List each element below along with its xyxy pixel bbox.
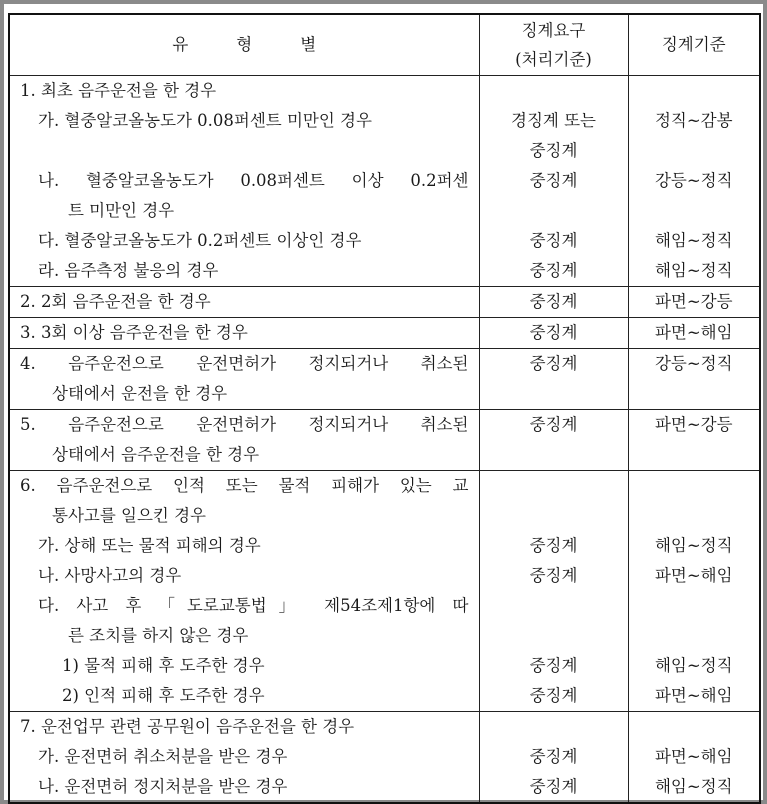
type-line: 다. 혈중알코올농도가 0.2퍼센트 이상인 경우 <box>38 231 362 250</box>
standard-value: 강등~정직 <box>654 354 733 373</box>
standard-value <box>629 379 760 409</box>
request-value: 중징계 <box>529 536 578 555</box>
header-request <box>479 14 628 76</box>
request-value: 중징계 <box>529 354 578 373</box>
standard-value: 파면~강등 <box>654 292 733 311</box>
request-value <box>480 76 628 106</box>
request-value: 중징계 <box>529 141 578 160</box>
header-type <box>9 14 479 76</box>
header-request-line1: 징계요구 <box>521 21 586 40</box>
type-line: 트 미만인 경우 <box>68 201 175 220</box>
cell-type <box>9 471 479 712</box>
type-line: 나. 운전면허 정지처분을 받은 경우 <box>38 777 288 796</box>
table-row <box>9 471 760 712</box>
header-type-char: 형 <box>236 35 253 54</box>
request-value: 경징계 또는 <box>511 111 596 130</box>
type-line: 상태에서 운전을 한 경우 <box>52 384 228 403</box>
standard-value: 해임~정직 <box>654 261 733 280</box>
type-line: 1. 최초 음주운전을 한 경우 <box>20 81 217 100</box>
request-value: 중징계 <box>529 323 578 342</box>
type-line: 라. 음주측정 불응의 경우 <box>38 261 219 280</box>
type-line: 6. 음주운전으로 인적 또는 물적 피해가 있는 교 <box>20 476 469 495</box>
cell-type <box>9 318 479 349</box>
type-line: 가. 상해 또는 물적 피해의 경우 <box>38 536 261 555</box>
cell-request <box>479 76 628 287</box>
request-value <box>480 501 628 531</box>
standard-value <box>629 621 760 651</box>
type-line: 2) 인적 피해 후 도주한 경우 <box>62 686 265 705</box>
request-value: 중징계 <box>529 566 578 585</box>
type-line: 2. 2회 음주운전을 한 경우 <box>20 292 211 311</box>
standard-value <box>629 591 760 621</box>
cell-type <box>9 287 479 318</box>
cell-standard <box>628 318 760 349</box>
cell-request <box>479 471 628 712</box>
standard-value: 파면~해임 <box>654 747 733 766</box>
cell-standard <box>628 349 760 410</box>
standard-value: 파면~해임 <box>654 323 733 342</box>
request-value <box>480 712 628 742</box>
cell-standard <box>628 76 760 287</box>
request-value: 중징계 <box>529 747 578 766</box>
standard-value: 해임~정직 <box>654 536 733 555</box>
type-line: 나. 사망사고의 경우 <box>38 566 182 585</box>
standard-value: 파면~해임 <box>654 566 733 585</box>
type-line <box>10 136 479 166</box>
type-line: 가. 혈중알코올농도가 0.08퍼센트 미만인 경우 <box>38 111 372 130</box>
request-value: 중징계 <box>529 686 578 705</box>
table-row <box>9 712 760 804</box>
cell-request <box>479 349 628 410</box>
standard-value <box>629 76 760 106</box>
table-row <box>9 76 760 287</box>
table-row <box>9 410 760 471</box>
standard-value <box>629 440 760 470</box>
cell-type <box>9 410 479 471</box>
standard-value <box>629 136 760 166</box>
type-line: 1) 물적 피해 후 도주한 경우 <box>62 656 265 675</box>
cell-type <box>9 76 479 287</box>
cell-standard <box>628 471 760 712</box>
cell-request <box>479 712 628 804</box>
standard-value: 정직~감봉 <box>654 111 733 130</box>
standard-value: 파면~강등 <box>654 415 733 434</box>
request-value: 중징계 <box>529 292 578 311</box>
cell-request <box>479 410 628 471</box>
standard-value: 파면~해임 <box>654 686 733 705</box>
type-line: 가. 운전면허 취소처분을 받은 경우 <box>38 747 288 766</box>
request-value <box>480 379 628 409</box>
request-value: 중징계 <box>529 415 578 434</box>
request-value <box>480 440 628 470</box>
standard-value <box>629 471 760 501</box>
type-line: 5. 음주운전으로 운전면허가 정지되거나 취소된 <box>20 415 469 434</box>
type-line: 3. 3회 이상 음주운전을 한 경우 <box>20 323 248 342</box>
cell-standard <box>628 712 760 804</box>
request-value <box>480 471 628 501</box>
cell-standard <box>628 287 760 318</box>
cell-request <box>479 318 628 349</box>
standard-value <box>629 196 760 226</box>
request-value: 중징계 <box>529 231 578 250</box>
table-header-row <box>9 14 760 76</box>
type-line: 다. 사고 후 「도로교통법」 제54조제1항에 따 <box>38 596 469 615</box>
table-row <box>9 349 760 410</box>
standard-value <box>629 501 760 531</box>
request-value <box>480 621 628 651</box>
table-row <box>9 287 760 318</box>
type-line: 상태에서 음주운전을 한 경우 <box>52 445 260 464</box>
cell-type <box>9 712 479 804</box>
request-value: 중징계 <box>529 777 578 796</box>
drunk-driving-discipline-table <box>8 13 761 804</box>
type-line: 통사고를 일으킨 경우 <box>52 506 206 525</box>
request-value <box>480 591 628 621</box>
standard-value: 해임~정직 <box>654 777 733 796</box>
request-value <box>480 196 628 226</box>
type-line: 나. 혈중알코올농도가 0.08퍼센트 이상 0.2퍼센 <box>38 171 469 190</box>
type-line: 4. 음주운전으로 운전면허가 정지되거나 취소된 <box>20 354 469 373</box>
request-value: 중징계 <box>529 261 578 280</box>
cell-standard <box>628 410 760 471</box>
type-line: 른 조치를 하지 않은 경우 <box>68 626 249 645</box>
type-line: 7. 운전업무 관련 공무원이 음주운전을 한 경우 <box>20 717 355 736</box>
header-type-char: 유 <box>172 35 189 54</box>
standard-value: 강등~정직 <box>654 171 733 190</box>
header-type-char: 별 <box>300 35 317 54</box>
standard-value: 해임~정직 <box>654 231 733 250</box>
header-standard: 징계기준 <box>628 14 760 76</box>
table-row <box>9 318 760 349</box>
cell-type <box>9 349 479 410</box>
request-value: 중징계 <box>529 171 578 190</box>
request-value: 중징계 <box>529 656 578 675</box>
standard-value <box>629 712 760 742</box>
cell-request <box>479 287 628 318</box>
standard-value: 해임~정직 <box>654 656 733 675</box>
header-request-line2: (처리기준) <box>515 50 592 69</box>
